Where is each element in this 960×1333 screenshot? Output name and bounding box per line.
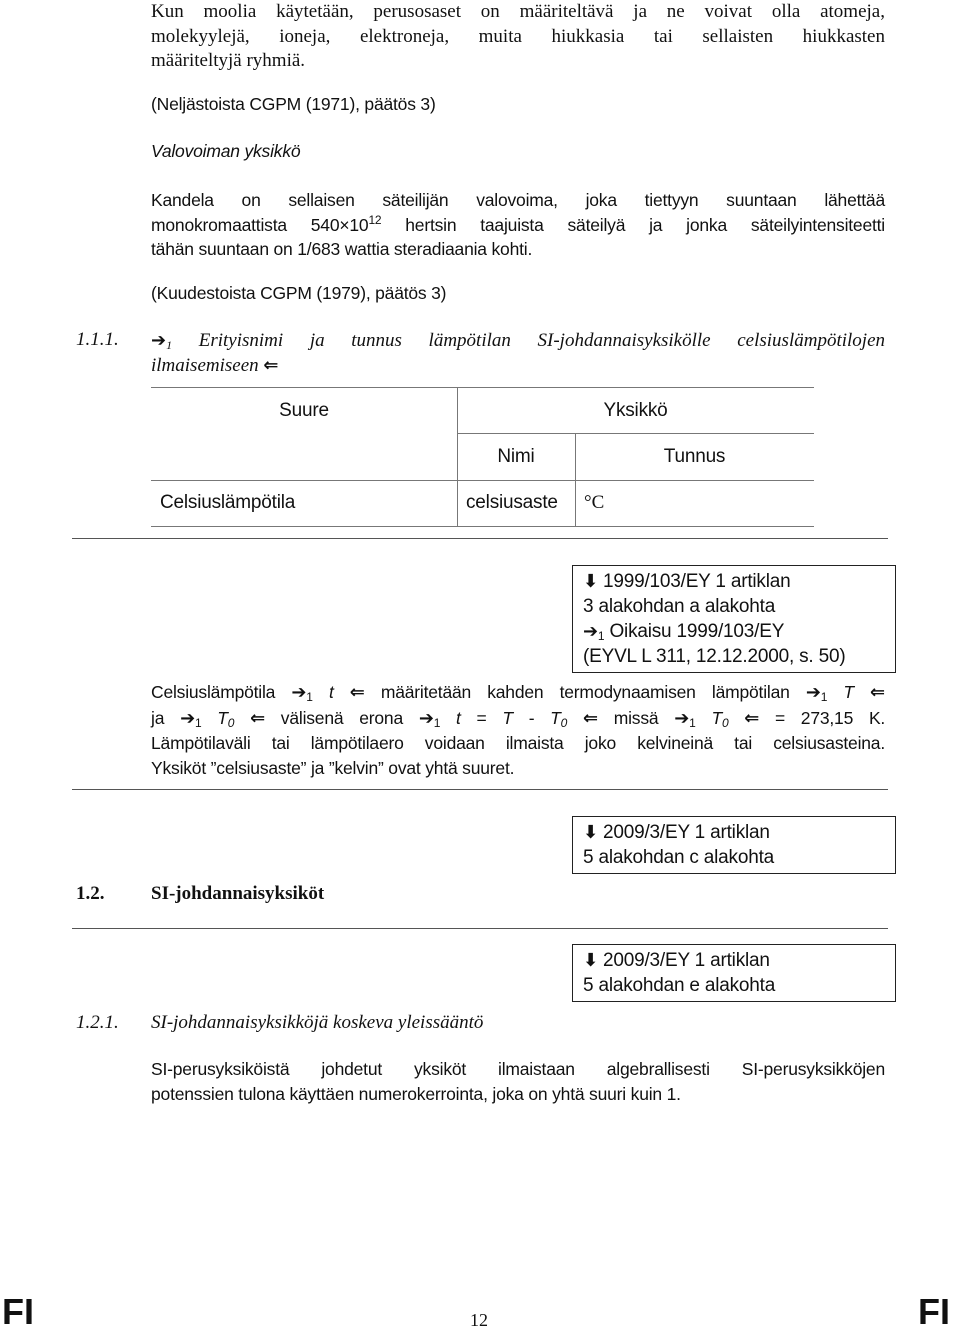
arrow-right-icon: ➔ [418, 707, 434, 729]
eq-t: t [456, 707, 461, 728]
arrow-right-icon: ➔ [805, 682, 821, 703]
footer-language-right: FI [918, 1291, 950, 1332]
box2-line-1 [583, 820, 885, 845]
box1-line-3 [583, 619, 885, 644]
section-rule-2 [72, 789, 888, 790]
celsius-line-2: ja $➔_1$ $T_0$ ⇐ välisenä erona $➔_1$ $t = T - T_0$ ⇐ missä $➔_1$ $T_0$ ⇐ = 273,15 K. [151, 707, 886, 730]
footer-language-left: FI [2, 1291, 34, 1332]
cell-symbol: °C [584, 492, 605, 513]
section-rule-3 [72, 928, 888, 929]
derived-units-paragraph [151, 1057, 885, 1106]
arrow-left-icon: ⇐ [250, 707, 265, 729]
candela-line-2a: monokromaattista 540×10 [151, 214, 369, 235]
section-rule-1 [72, 538, 888, 539]
arrow-right-icon: ➔ [674, 707, 690, 729]
eq-equals: = [476, 707, 487, 728]
arrow-right-icon: ➔ [583, 621, 598, 642]
header-quantity: Suure [279, 400, 329, 421]
subscript-0-b: 0 [721, 715, 729, 730]
section-1-2-1-title: SI-johdannaisyksikköjä koskeva yleissääntö [151, 1012, 484, 1033]
arrow-left-icon: ⇐ [870, 682, 885, 703]
celsius-line-3: Lämpötilaväli tai lämpötilaero voidaan ilmaista joko kelvineinä tai celsiusasteina. [151, 733, 885, 753]
arrow-right-icon: ➔ [291, 682, 307, 703]
table-rule-bottom [151, 526, 814, 527]
section-1-1-1-title-line-1 [151, 329, 885, 354]
amendment-box-1999 [572, 565, 896, 673]
header-name: Nimi [497, 446, 535, 467]
luminous-intensity-heading: Valovoiman yksikkö [151, 141, 301, 161]
celsius-word: Celsiuslämpötila [151, 682, 276, 702]
mole-line-1: Kun moolia käytetään, perusosaset on määriteltävä ja ne voivat olla atomeja, [151, 1, 885, 22]
header-unit: Yksikkö [603, 400, 668, 421]
section-number-1-1-1: 1.1.1. [76, 329, 119, 350]
difference-text: välisenä erona [280, 707, 403, 728]
box3-text-1: 2009/3/EY 1 artiklan [602, 950, 770, 971]
box2-line-2: 5 alakohdan c alakohta [583, 847, 775, 868]
arrow-down-icon: ⬇ [583, 950, 598, 971]
box1-line-4: (EYVL L 311, 12.12.2000, s. 50) [583, 646, 846, 667]
section-number-1-2: 1.2. [76, 883, 105, 904]
section-1-1-1-title [151, 329, 885, 378]
eq-T0: T [550, 707, 561, 728]
eq-T: T [502, 707, 513, 728]
symbol-T0: T [217, 707, 228, 728]
candela-paragraph [151, 188, 885, 262]
box1-line-1 [583, 569, 885, 594]
page-number: 12 [470, 1310, 488, 1330]
table-rule-top [151, 387, 814, 388]
amendment-box-2009-e [572, 944, 896, 1002]
section-1-1-1-title-text-2: ilmaisemiseen [151, 354, 259, 376]
symbol-T0-b: T [711, 707, 722, 728]
candela-line-2b: hertsin taajuista säteilyä ja jonka säteilyintensiteetti [381, 214, 885, 235]
arrow-right-icon: ➔ [151, 330, 167, 351]
mole-paragraph [151, 0, 885, 74]
header-symbol: Tunnus [663, 446, 726, 467]
reference-cgpm-1979: (Kuudestoista CGPM (1979), päätös 3) [151, 283, 447, 303]
amendment-index: 1 [166, 338, 173, 352]
symbol-t: t [328, 682, 334, 702]
section-number-1-2-1: 1.2.1. [76, 1012, 119, 1033]
arrow-left-icon: ⇐ [582, 707, 598, 729]
cell-name: celsiusaste [466, 492, 558, 513]
eq-minus: - [528, 707, 535, 728]
reference-cgpm-1971: (Neljästoista CGPM (1971), päätös 3) [151, 94, 436, 114]
candela-line-3: tähän suuntaan on 1/683 wattia steradiaania kohti. [151, 239, 533, 259]
celsius-line-4: Yksiköt ”celsiusaste” ja ”kelvin” ovat yhtä suuret. [151, 757, 515, 778]
table-rule-header [151, 480, 814, 481]
celsius-definition-text: määritetään kahden termodynaamisen lämpötilan [380, 682, 790, 702]
section-1-2-title: SI-johdannaisyksiköt [151, 883, 325, 904]
arrow-left-icon: ⇐ [349, 682, 365, 703]
arrow-down-icon: ⬇ [583, 822, 598, 843]
symbol-T: T [843, 682, 854, 702]
exponent: 12 [368, 212, 382, 227]
arrow-down-icon: ⬇ [583, 571, 598, 592]
celsius-paragraph [151, 680, 885, 780]
word-missa: missä [613, 707, 659, 728]
box2-text-1: 2009/3/EY 1 artiklan [602, 822, 770, 843]
box1-text-3: Oikaisu 1999/103/EY [609, 621, 785, 642]
box3-line-2: 5 alakohdan e alakohta [583, 975, 776, 996]
arrow-left-icon: ⇐ [744, 707, 760, 729]
section-1-1-1-title-line-2 [151, 354, 885, 379]
celsius-line-1: Celsiuslämpötila $➔_1$ t ⇐ määritetään kahden termodynaamisen lämpötilan $➔_1$ T ⇐ [151, 682, 885, 704]
arrow-right-icon: ➔ [180, 707, 195, 729]
box1-line-2: 3 alakohdan a alakohta [583, 596, 776, 617]
value-273: = 273,15 K. [774, 707, 886, 728]
rule-line-1: SI-perusyksiköistä johdetut yksiköt ilmaistaan algebrallisesti SI-perusyksikköjen [151, 1059, 885, 1079]
box3-line-1 [583, 948, 885, 973]
section-1-1-1-title-text-1: Erityisnimi ja tunnus lämpötilan SI-johdannaisyksikölle celsiuslämpötilojen [198, 330, 885, 351]
word-ja: ja [151, 707, 165, 728]
amendment-box-2009-c [572, 816, 896, 874]
candela-line-2 [151, 213, 885, 238]
mole-line-3: määriteltyjä ryhmiä. [151, 50, 306, 71]
rule-line-2: potenssien tulona käyttäen numerokerrointa, joka on yhtä suuri kuin 1. [151, 1083, 681, 1104]
mole-line-2: molekyylejä, ioneja, elektroneja, muita hiukkasia tai sellaisten hiukkasten [151, 25, 885, 47]
arrow-left-icon: ⇐ [263, 354, 279, 376]
candela-line-1: Kandela on sellaisen säteilijän valovoima, joka tiettyyn suuntaan lähettää [151, 190, 885, 210]
eq-subscript-0: 0 [560, 715, 568, 730]
amendment-index: 1 [597, 629, 605, 643]
table-rule-unit [457, 433, 814, 434]
cell-quantity: Celsiuslämpötila [160, 492, 296, 513]
subscript-0: 0 [227, 715, 235, 730]
box1-text-1: 1999/103/EY 1 artiklan [602, 571, 791, 592]
